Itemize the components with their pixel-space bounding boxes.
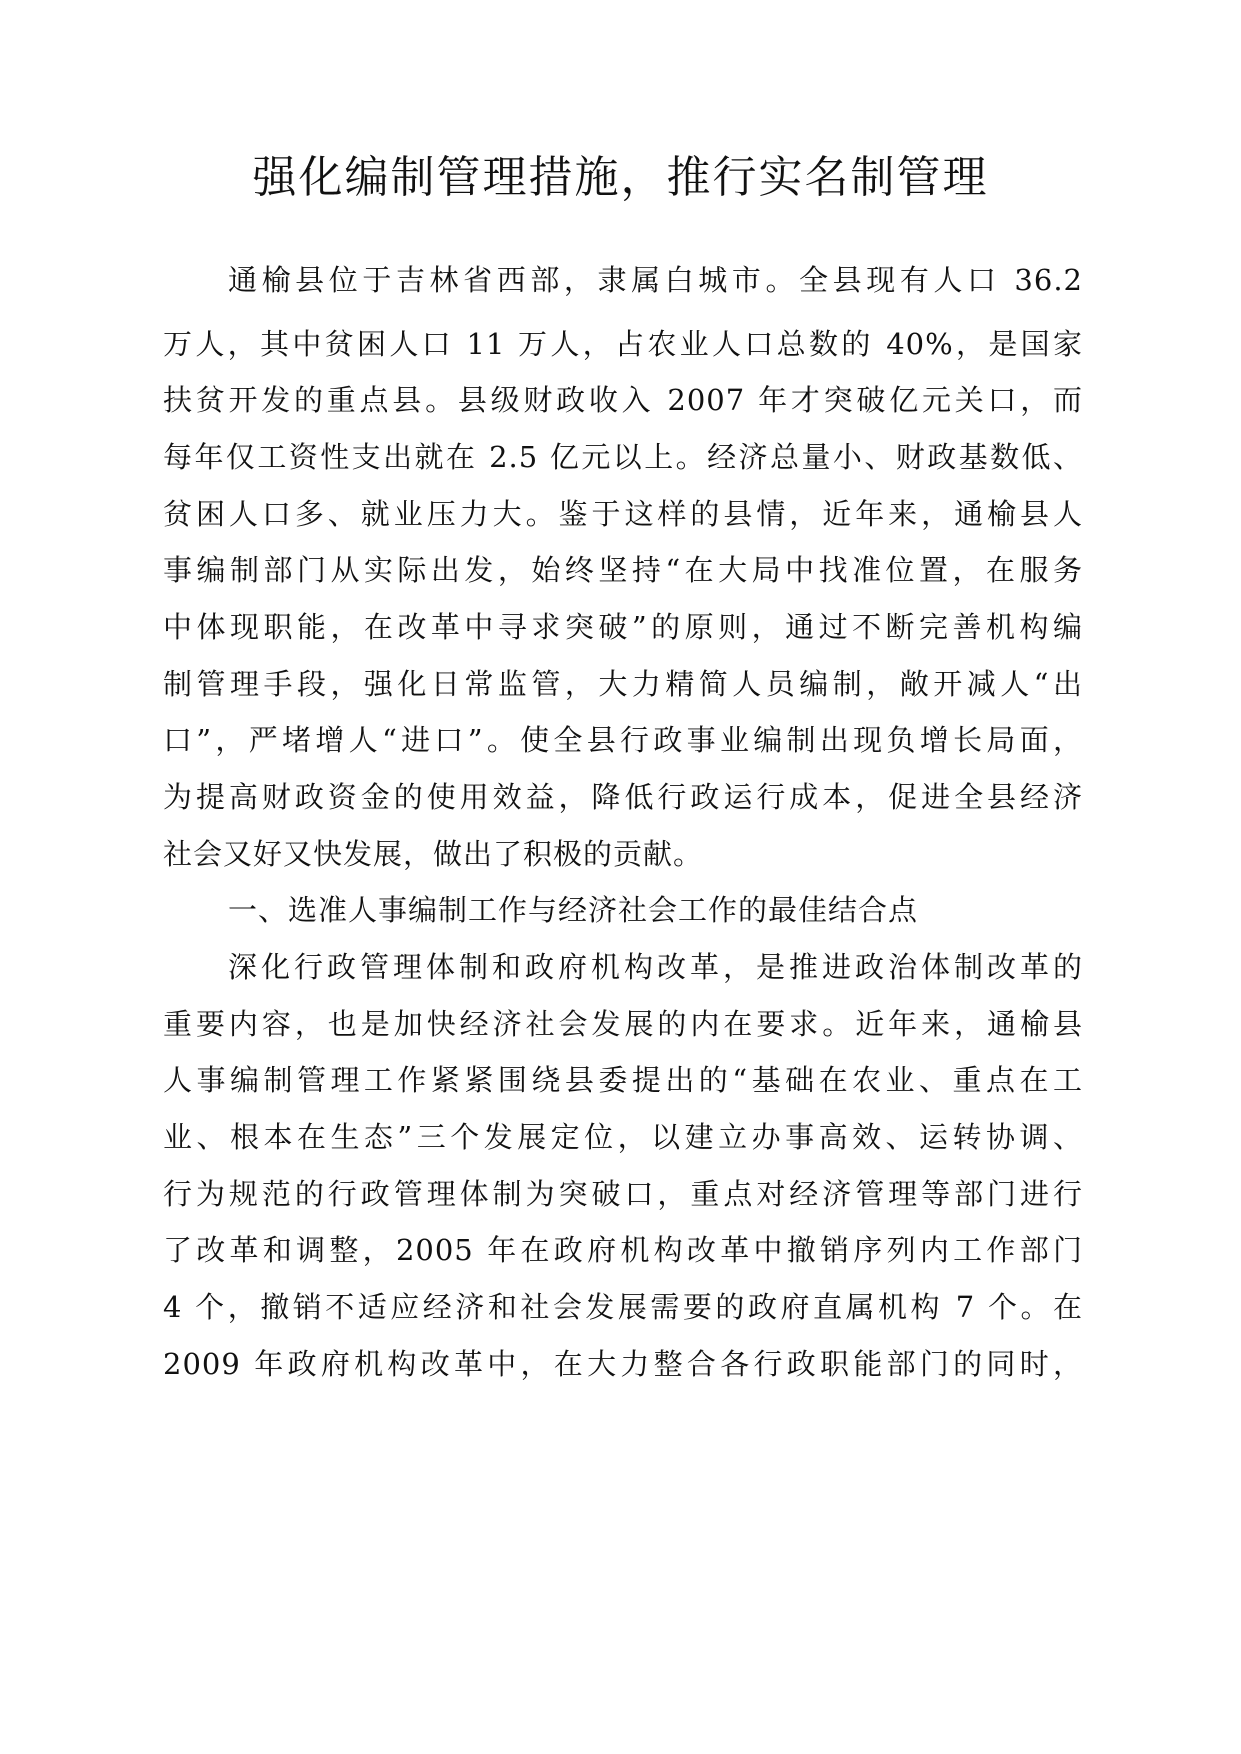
section-heading-1: 一、选准人事编制工作与经济社会工作的最佳结合点 [228,893,919,927]
paragraph-1-line-6: 事编制部门从实际出发，始终坚持“在大局中找准位置，在服务 [163,553,1083,587]
paragraph-2-line-6: 了改革和调整，2005 年在政府机构改革中撤销序列内工作部门 [163,1233,1083,1267]
paragraph-1-line-1: 通榆县位于吉林省西部，隶属白城市。全县现有人口 36.2 [228,263,1083,297]
paragraph-1-line-9: 口”，严堵增人“进口”。使全县行政事业编制出现负增长局面， [163,723,1083,757]
paragraph-1-line-3: 扶贫开发的重点县。县级财政收入 2007 年才突破亿元关口，而 [163,383,1083,417]
paragraph-2-line-5: 行为规范的行政管理体制为突破口，重点对经济管理等部门进行 [163,1177,1083,1211]
paragraph-1-line-10: 为提高财政资金的使用效益，降低行政运行成本，促进全县经济 [163,780,1083,814]
paragraph-2-line-4: 业、根本在生态”三个发展定位，以建立办事高效、运转协调、 [163,1120,1083,1154]
paragraph-1-line-4: 每年仅工资性支出就在 2.5 亿元以上。经济总量小、财政基数低、 [163,440,1083,474]
paragraph-2-line-2: 重要内容，也是加快经济社会发展的内在要求。近年来，通榆县 [163,1007,1083,1041]
paragraph-2-line-3: 人事编制管理工作紧紧围绕县委提出的“基础在农业、重点在工 [163,1063,1083,1097]
paragraph-2-line-1: 深化行政管理体制和政府机构改革，是推进政治体制改革的 [228,950,1083,984]
paragraph-2-line-8: 2009 年政府机构改革中，在大力整合各行政职能部门的同时， [163,1347,1083,1381]
paragraph-1-line-2: 万人，其中贫困人口 11 万人，占农业人口总数的 40%，是国家 [163,327,1083,361]
paragraph-1-line-8: 制管理手段，强化日常监管，大力精简人员编制，敞开减人“出 [163,667,1083,701]
paragraph-1-line-5: 贫困人口多、就业压力大。鉴于这样的县情，近年来，通榆县人 [163,497,1083,531]
document-title: 强化编制管理措施，推行实名制管理 [252,152,989,203]
paragraph-1-line-7: 中体现职能，在改革中寻求突破”的原则，通过不断完善机构编 [163,610,1083,644]
paragraph-1-line-11: 社会又好又快发展，做出了积极的贡献。 [163,837,704,871]
paragraph-2-line-7: 4 个，撤销不适应经济和社会发展需要的政府直属机构 7 个。在 [163,1290,1083,1324]
